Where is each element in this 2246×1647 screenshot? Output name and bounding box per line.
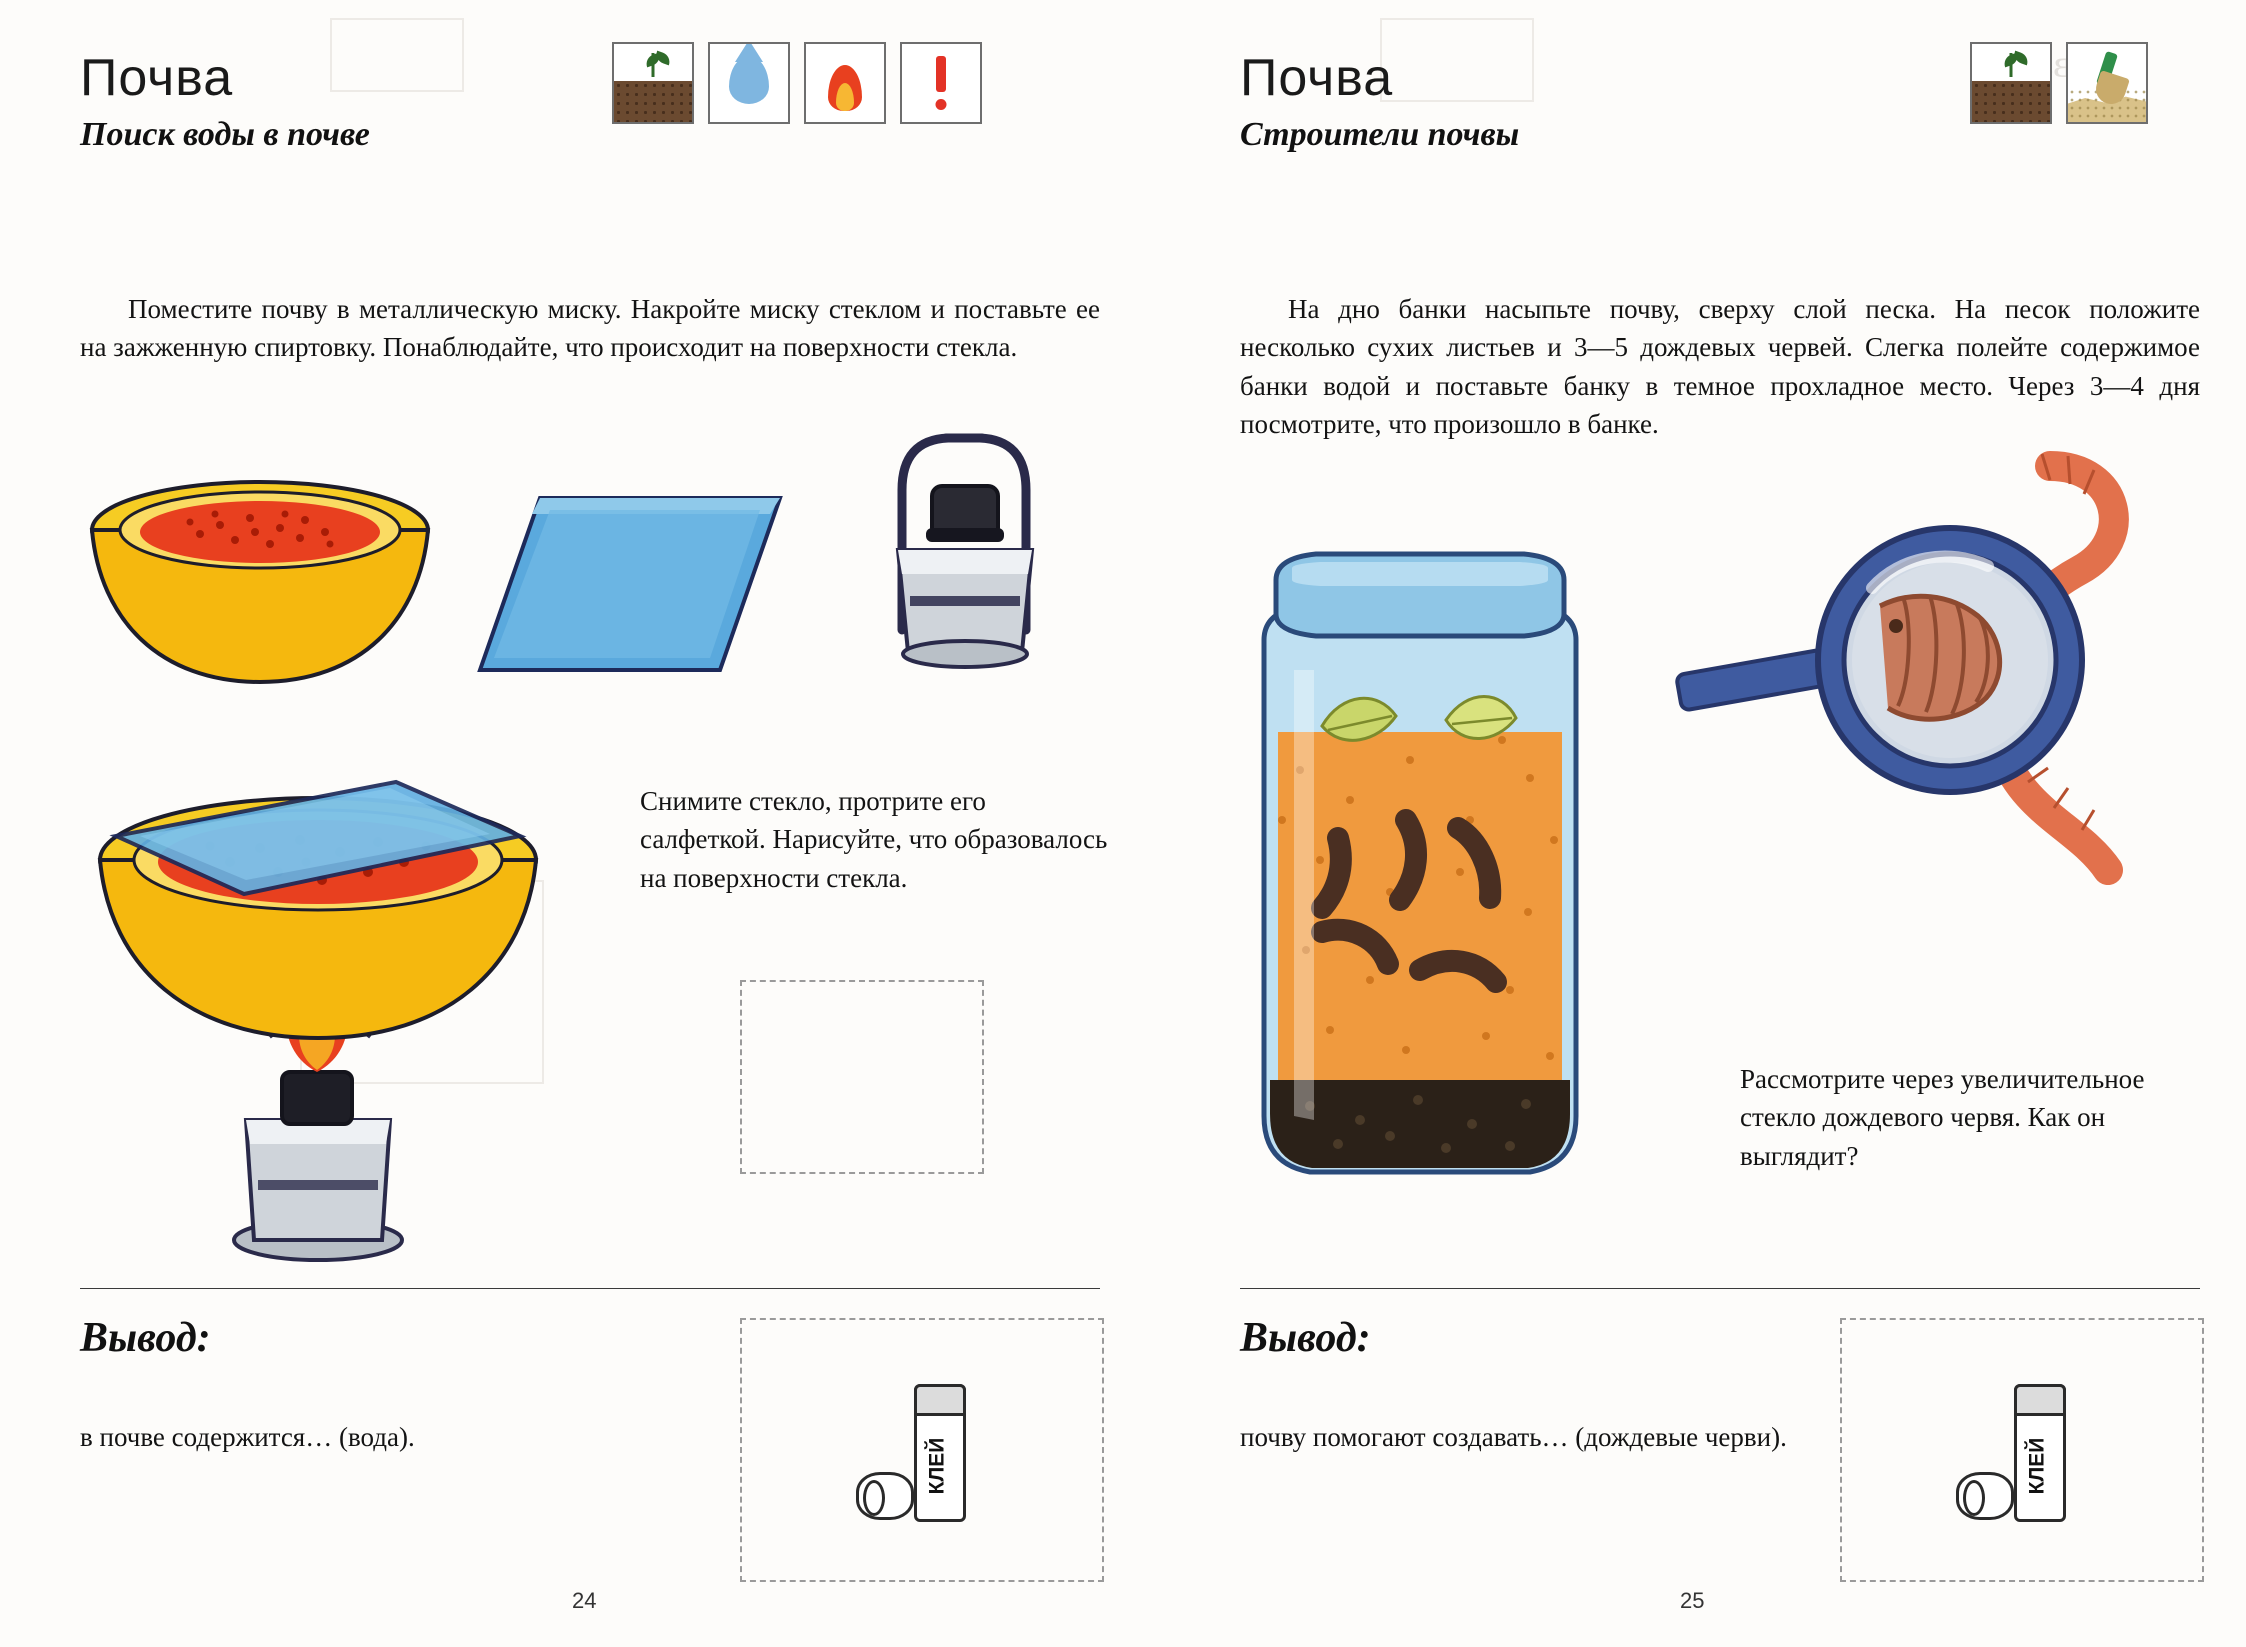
soil-icon bbox=[1970, 42, 2052, 124]
glass-plate bbox=[470, 490, 790, 690]
bowl-on-spirit-lamp bbox=[60, 740, 580, 1300]
right-page-header bbox=[1240, 48, 1519, 154]
page-title: Почва bbox=[1240, 49, 1394, 107]
left-page-number: 24 bbox=[572, 1588, 597, 1613]
warning-exclamation-icon bbox=[900, 42, 982, 124]
right-page bbox=[1180, 0, 2246, 1647]
right-page-number: 25 bbox=[1680, 1588, 1705, 1613]
sand-trowel-icon bbox=[2066, 42, 2148, 124]
glue-label: КЛЕЙ bbox=[925, 1437, 948, 1495]
drawing-area-placeholder[interactable] bbox=[740, 980, 984, 1174]
jar-with-soil-sand-worms bbox=[1210, 520, 1630, 1220]
right-conclusion-label: Вывод: bbox=[1240, 1315, 1371, 1361]
water-drop-icon bbox=[708, 42, 790, 124]
page-title: Почва bbox=[80, 49, 234, 107]
left-page-header bbox=[80, 48, 370, 154]
left-side-instruction: Снимите стекло, протрите его салфеткой. Нарисуйте, что образовалось на поверхности стекла. bbox=[640, 786, 1108, 893]
left-glue-area[interactable] bbox=[740, 1318, 1104, 1582]
left-instruction-text: Поместите почву в металлическую миску. Накройте миску стеклом и поставьте ее на зажженную спиртовку. Понаблюдайте, что происходит на поверхности стекла. bbox=[80, 294, 1100, 363]
right-conclusion-text: почву помогают создавать… (дождевые черви). bbox=[1240, 1422, 1787, 1452]
glue-label: КЛЕЙ bbox=[2025, 1437, 2048, 1495]
spirit-lamp bbox=[840, 420, 1090, 710]
right-side-instruction: Рассмотрите через увеличительное стекло дождевого червя. Как он выглядит? bbox=[1740, 1064, 2145, 1171]
fire-icon bbox=[804, 42, 886, 124]
left-conclusion-text: в почве содержится… (вода). bbox=[80, 1422, 415, 1452]
page-subtitle: Поиск воды в почве bbox=[80, 116, 370, 153]
right-divider bbox=[1240, 1288, 2200, 1289]
soil-icon bbox=[612, 42, 694, 124]
glue-tube-icon bbox=[1952, 1376, 2112, 1526]
left-icon-strip bbox=[612, 42, 982, 124]
right-glue-area[interactable] bbox=[1840, 1318, 2204, 1582]
yellow-bowl-with-soil bbox=[80, 470, 440, 700]
right-icon-strip bbox=[1970, 42, 2148, 124]
glue-tube-icon bbox=[852, 1376, 1012, 1526]
left-divider bbox=[80, 1288, 1100, 1289]
page-subtitle: Строители почвы bbox=[1240, 116, 1520, 153]
right-instruction-text: На дно банки насыпьте почву, сверху слой песка. На песок положите несколько сухих листьев и 3—5 дождевых червей. Слегка полейте содержимое банки водой и поставьте банку в темное прохладное место. Через 3—4 дня посмотрите, что произошло в банке. bbox=[1240, 294, 2200, 439]
left-conclusion-label: Вывод: bbox=[80, 1315, 211, 1361]
magnifier-with-worm bbox=[1650, 430, 2170, 950]
